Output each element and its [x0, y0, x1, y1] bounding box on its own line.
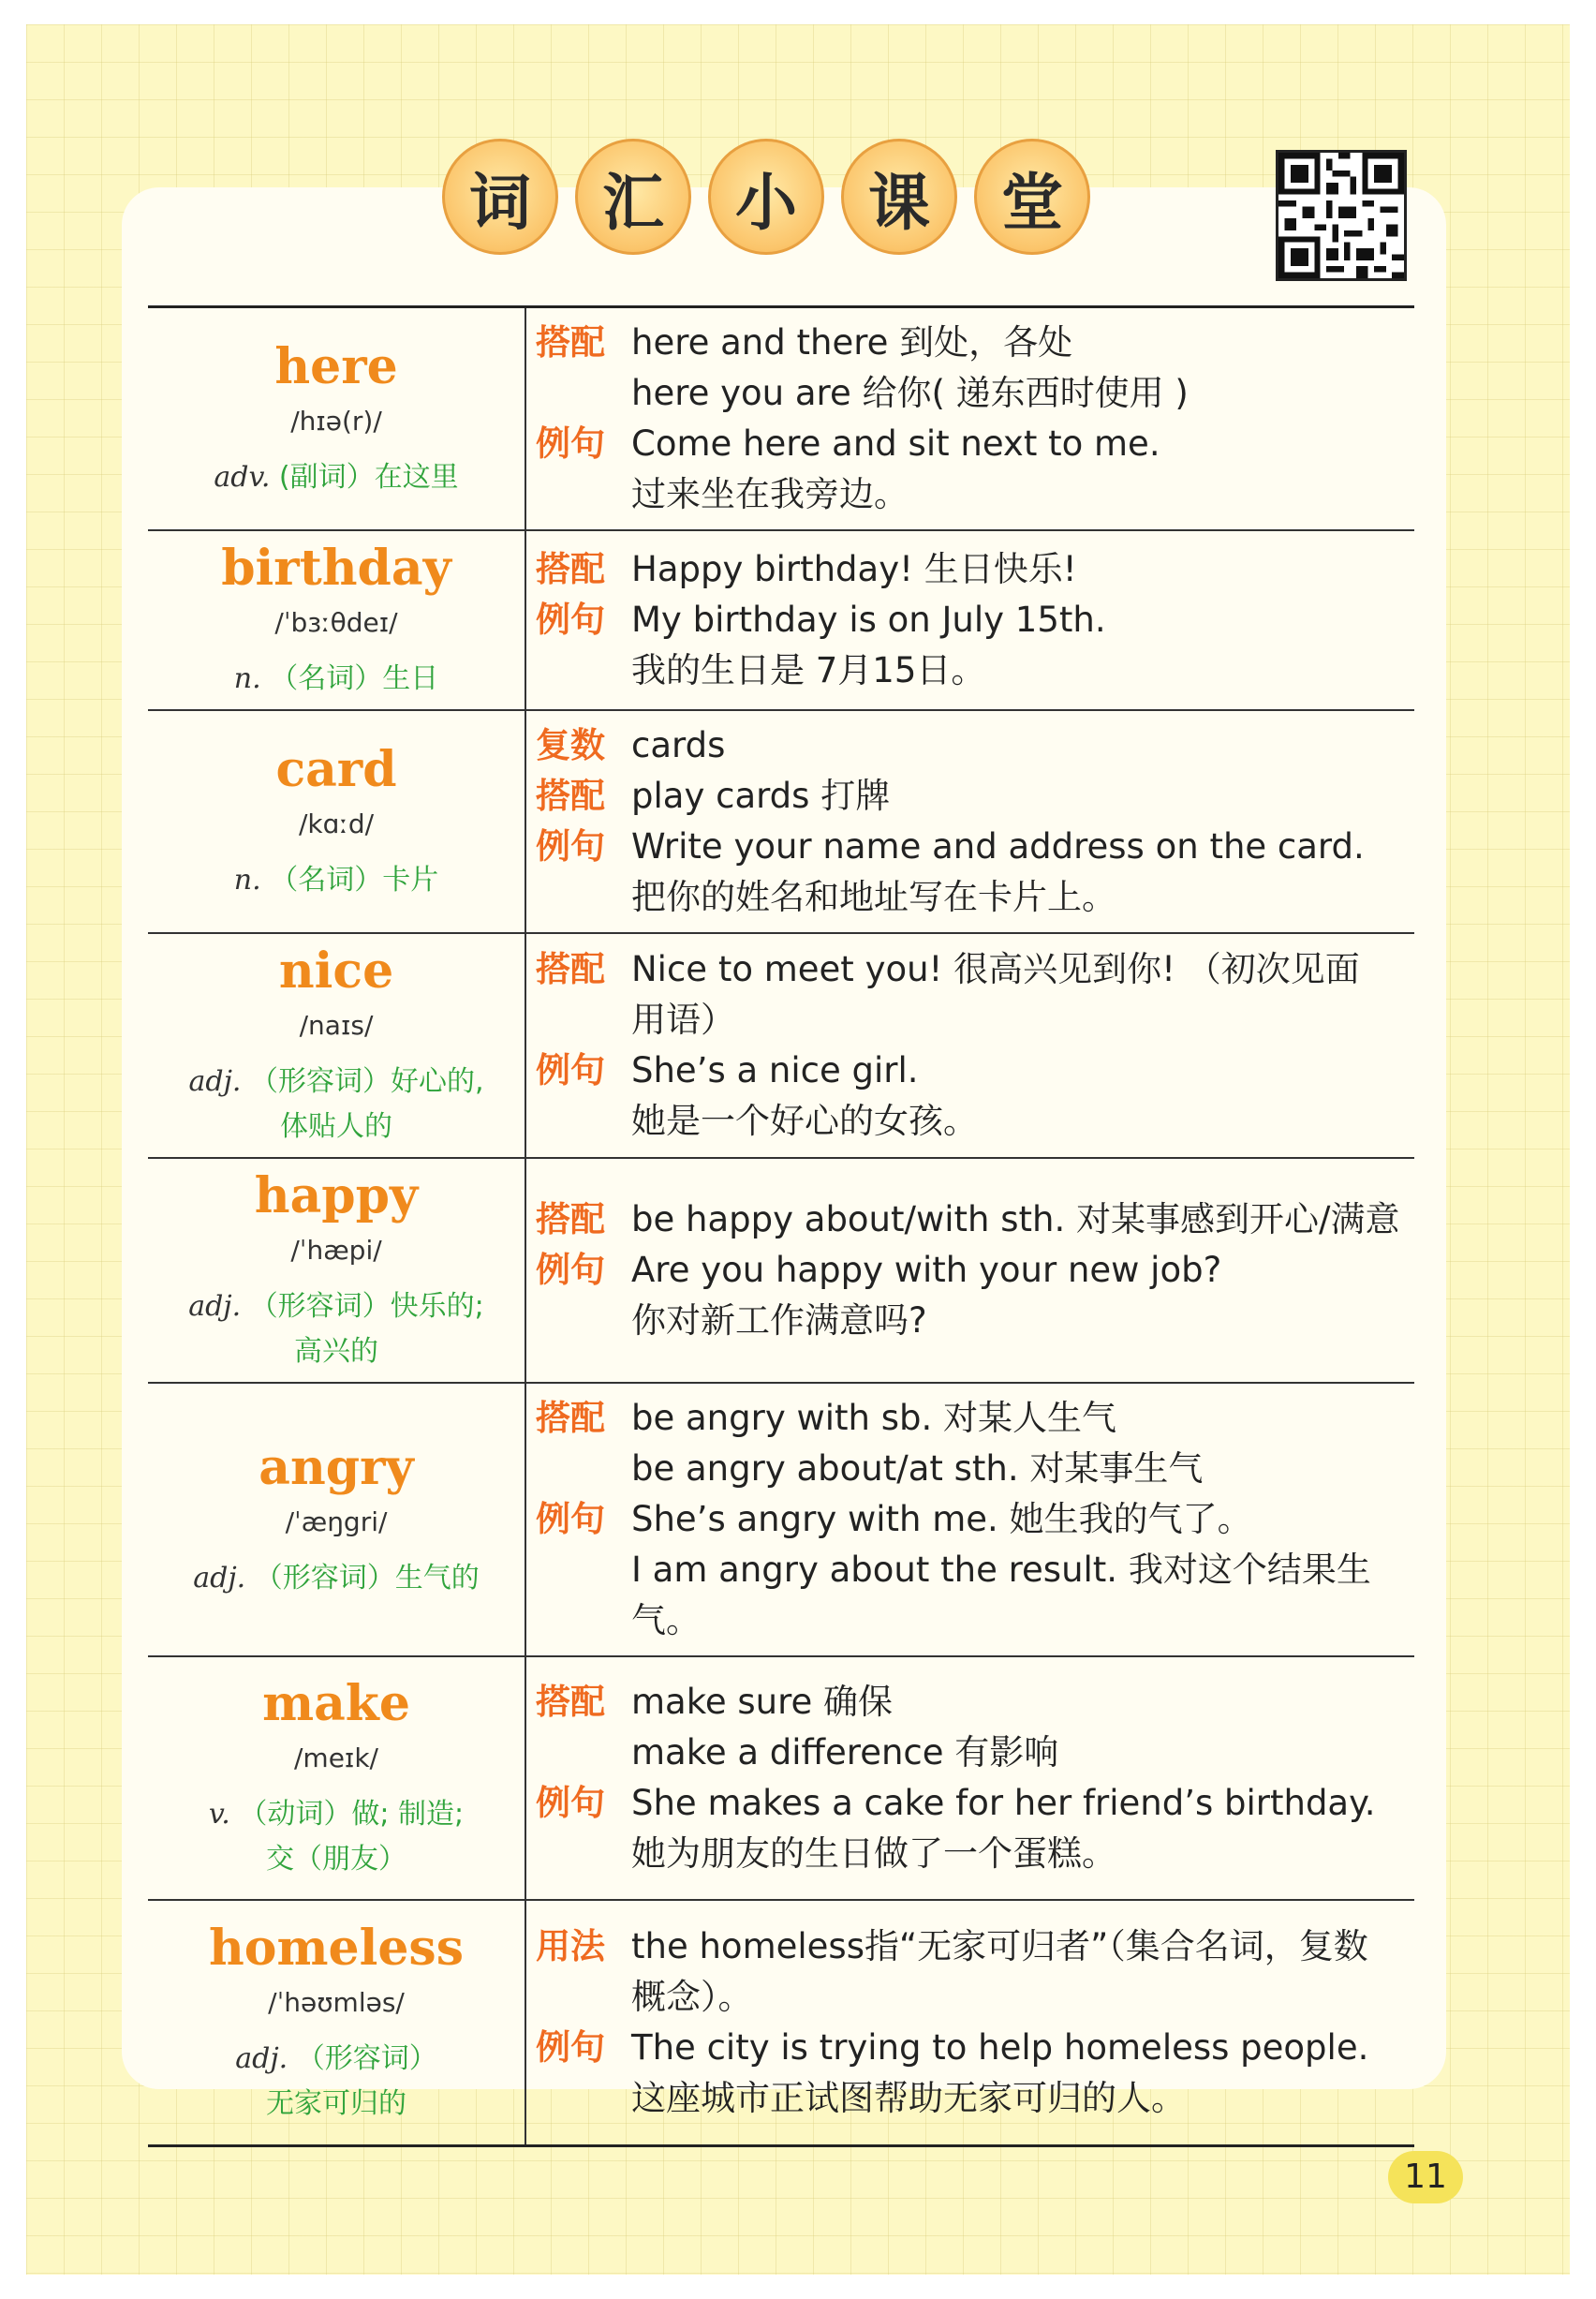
headword: birthday	[221, 540, 451, 597]
pos-abbr: n.	[233, 662, 261, 695]
line-tag: 搭配	[536, 1199, 605, 1239]
headword: homeless	[209, 1919, 464, 1977]
info-cell	[525, 1656, 1414, 1900]
line-text: make a difference 有影响	[631, 1732, 1059, 1772]
line-text: 我的生日是 7月15日。	[631, 650, 986, 690]
word-cell	[148, 1656, 525, 1900]
sense-text: （形容词）	[296, 2041, 437, 2075]
line-tag: 搭配	[536, 1682, 605, 1722]
line-text: 她为朋友的生日做了一个蛋糕。	[631, 1833, 1116, 1874]
info-cell	[525, 530, 1414, 710]
pos-sense	[157, 1060, 515, 1105]
sense-text: （名词）生日	[270, 662, 439, 695]
line-tag: 例句	[536, 1250, 605, 1290]
headword: card	[275, 741, 397, 798]
part-of-speech	[157, 1556, 515, 1601]
line-text: be happy about/with sth. 对某事感到开心/满意	[631, 1199, 1400, 1239]
line-text: She’s angry with me. 她生我的气了。	[631, 1499, 1252, 1539]
line-text: 你对新工作满意吗?	[631, 1300, 927, 1341]
sense-text: (副词）在这里	[278, 461, 459, 494]
entry-line	[536, 995, 1405, 1046]
entry-line	[536, 544, 1405, 595]
pos-sense	[157, 657, 515, 702]
phonetic: /naɪs/	[299, 1010, 374, 1041]
line-tag: 例句	[536, 600, 605, 640]
line-tag: 搭配	[536, 776, 605, 816]
sense-text: （名词）卡片	[270, 864, 439, 897]
word-cell	[148, 1158, 525, 1383]
pos-abbr: adj.	[235, 2041, 288, 2075]
part-of-speech	[157, 2037, 515, 2127]
sense-text: （形容词）生气的	[254, 1562, 480, 1594]
word-cell	[148, 1383, 525, 1656]
line-text: I am angry about the result. 我对这个结果生气。	[631, 1550, 1371, 1640]
entry-line	[536, 1728, 1405, 1778]
pos-abbr: n.	[233, 864, 261, 897]
line-text: She’s a nice girl.	[631, 1050, 919, 1090]
pos-sense	[157, 1792, 515, 1837]
headword: make	[262, 1675, 410, 1732]
vocab-row	[148, 1158, 1414, 1383]
sense-text: 交（朋友）	[266, 1843, 406, 1876]
entry-line	[536, 1778, 1405, 1829]
line-text: be angry with sb. 对某人生气	[631, 1398, 1117, 1438]
title-char: 堂	[974, 139, 1090, 255]
page-number: 11	[1388, 2151, 1463, 2203]
line-tag: 例句	[536, 1783, 605, 1823]
phonetic: /ˈbɜːθdeɪ/	[274, 607, 398, 638]
info-cell	[525, 1158, 1414, 1383]
headword: happy	[254, 1167, 419, 1224]
entry-line	[536, 1194, 1405, 1245]
line-text: Nice to meet you! 很高兴见到你! （初次见面	[631, 949, 1360, 989]
entry-line	[536, 368, 1405, 419]
pos-abbr: adj.	[188, 1065, 242, 1098]
info-cell	[525, 933, 1414, 1158]
line-tag: 复数	[536, 725, 605, 765]
title-char: 词	[442, 139, 558, 255]
headword: angry	[259, 1439, 414, 1496]
pos-sense	[157, 1284, 515, 1329]
entry-line	[536, 1444, 1405, 1494]
title-char: 汇	[575, 139, 691, 255]
line-text: 把你的姓名和地址写在卡片上。	[631, 877, 1116, 917]
entry-line	[536, 1494, 1405, 1545]
info-cell	[525, 1383, 1414, 1656]
vocab-row	[148, 307, 1414, 531]
word-cell	[148, 307, 525, 531]
line-tag: 例句	[536, 1050, 605, 1090]
line-text: 她是一个好心的女孩。	[631, 1101, 978, 1141]
line-text: play cards 打牌	[631, 776, 891, 816]
headword: nice	[278, 942, 394, 1000]
entry-line	[536, 1046, 1405, 1096]
line-text: here you are 给你( 递东西时使用 )	[631, 373, 1189, 413]
word-cell	[148, 933, 525, 1158]
entry-line	[536, 1921, 1405, 1972]
entry-line	[536, 2023, 1405, 2073]
vocab-row	[148, 933, 1414, 1158]
line-text: the homeless指“无家可归者”（集合名词，复数	[631, 1925, 1368, 1966]
line-text: make sure 确保	[631, 1682, 893, 1722]
vocab-row	[148, 710, 1414, 933]
line-text: 这座城市正试图帮助无家可归的人。	[631, 2077, 1186, 2118]
pos-sense	[157, 1556, 515, 1601]
phonetic: /ˈæŋgri/	[285, 1506, 388, 1537]
part-of-speech	[157, 1060, 515, 1150]
entry-line	[536, 318, 1405, 368]
entry-line	[536, 1545, 1405, 1646]
vocabulary-table	[148, 305, 1414, 2147]
entry-line	[536, 720, 1405, 771]
entry-line	[536, 595, 1405, 645]
entry-line	[536, 1096, 1405, 1147]
entry-line	[536, 944, 1405, 995]
entry-line	[536, 1393, 1405, 1444]
entry-line	[536, 822, 1405, 872]
info-cell	[525, 1900, 1414, 2145]
entry-line	[536, 469, 1405, 520]
vocab-row	[148, 530, 1414, 710]
entry-line	[536, 1677, 1405, 1728]
phonetic: /kɑːd/	[298, 808, 375, 839]
line-text: She makes a cake for her friend’s birthday.	[631, 1783, 1376, 1823]
sense-text: （形容词）好心的,	[249, 1065, 484, 1098]
line-tag: 用法	[536, 1925, 605, 1966]
pos-sense	[157, 2037, 515, 2082]
part-of-speech	[157, 657, 515, 702]
entry-line	[536, 872, 1405, 923]
part-of-speech	[157, 1284, 515, 1374]
pos-abbr: adj.	[193, 1562, 246, 1594]
vocab-row	[148, 1900, 1414, 2145]
sense-text: 高兴的	[294, 1335, 378, 1368]
sense-text: 体贴人的	[280, 1110, 392, 1143]
part-of-speech	[157, 858, 515, 903]
line-text: cards	[631, 725, 726, 765]
line-tag: 例句	[536, 423, 605, 464]
line-tag: 搭配	[536, 322, 605, 363]
entry-line	[536, 1972, 1405, 2023]
sense-text: （动词）做; 制造;	[239, 1798, 465, 1831]
pos-abbr: adv.	[214, 461, 271, 494]
info-cell	[525, 710, 1414, 933]
line-text: Are you happy with your new job?	[631, 1250, 1222, 1290]
line-text: Happy birthday! 生日快乐!	[631, 549, 1077, 589]
line-text: 过来坐在我旁边。	[631, 474, 909, 514]
headword: here	[274, 338, 398, 395]
phonetic: /meɪk/	[294, 1743, 378, 1773]
word-cell	[148, 710, 525, 933]
vocab-row	[148, 1656, 1414, 1900]
entry-line	[536, 419, 1405, 469]
pos-sense	[157, 455, 515, 500]
title-char: 小	[708, 139, 824, 255]
title-char: 课	[841, 139, 957, 255]
word-cell	[148, 1900, 525, 2145]
line-text: The city is trying to help homeless people.	[631, 2026, 1369, 2068]
part-of-speech	[157, 1792, 515, 1882]
qr-code-icon[interactable]	[1276, 150, 1407, 281]
page-title	[442, 139, 1090, 253]
part-of-speech	[157, 455, 515, 500]
line-tag: 例句	[536, 826, 605, 867]
sense-text: 无家可归的	[266, 2086, 406, 2120]
line-tag: 搭配	[536, 949, 605, 989]
entry-line	[536, 645, 1405, 696]
pos-abbr: v.	[208, 1798, 230, 1831]
line-tag: 搭配	[536, 549, 605, 589]
entry-line	[536, 2073, 1405, 2124]
entry-line	[536, 1296, 1405, 1346]
line-text: 概念）。	[631, 1976, 753, 2017]
phonetic: /ˈhəʊmləs/	[268, 1986, 405, 2018]
line-text: be angry about/at sth. 对某事生气	[631, 1448, 1204, 1489]
word-cell	[148, 530, 525, 710]
line-text: Write your name and address on the card.	[631, 826, 1365, 867]
sense-text: （形容词）快乐的;	[249, 1290, 484, 1323]
line-tag: 例句	[536, 1499, 605, 1539]
phonetic: /hɪə(r)/	[290, 406, 382, 437]
line-text: 用语）	[631, 1000, 735, 1040]
entry-line	[536, 1245, 1405, 1296]
line-tag: 搭配	[536, 1398, 605, 1438]
entry-line	[536, 1829, 1405, 1879]
entry-line	[536, 771, 1405, 822]
vocab-row	[148, 1383, 1414, 1656]
pos-abbr: adj.	[188, 1290, 242, 1323]
pos-sense	[157, 858, 515, 903]
line-text: My birthday is on July 15th.	[631, 600, 1106, 640]
phonetic: /ˈhæpi/	[290, 1235, 382, 1266]
line-text: here and there 到处，各处	[631, 322, 1073, 363]
line-tag: 例句	[536, 2026, 605, 2068]
info-cell	[525, 307, 1414, 531]
line-text: Come here and sit next to me.	[631, 423, 1160, 464]
